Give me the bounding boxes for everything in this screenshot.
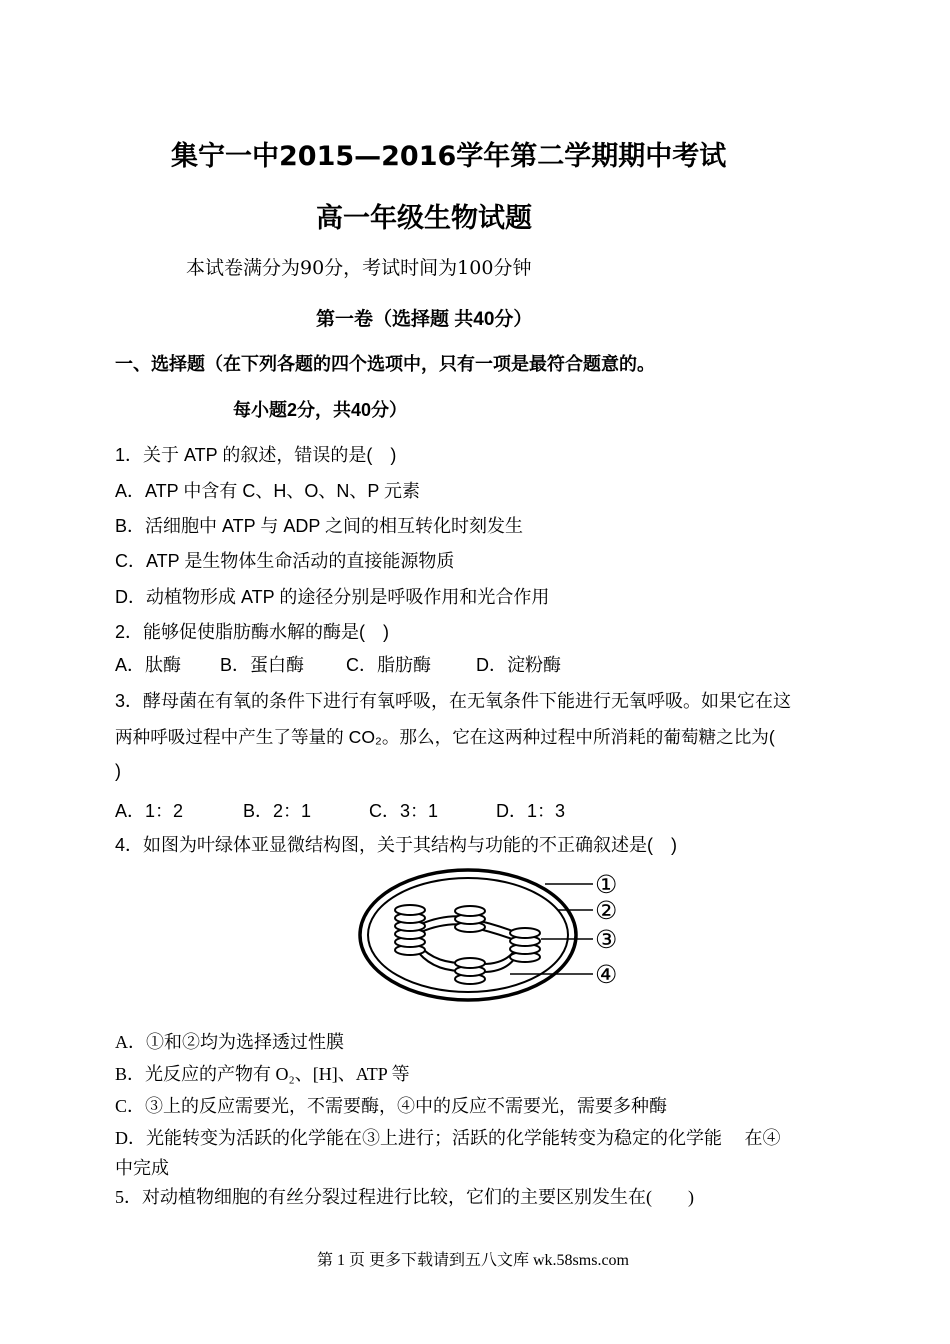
question-3-option-d: D．1：3 <box>496 801 566 821</box>
question-3-stem-cont: 两种呼吸过程中产生了等量的 CO₂。那么，它在这两种过程中所消耗的葡萄糖之比为( <box>115 727 775 747</box>
exam-title: 集宁一中2015—2016学年第二学期期中考试 <box>171 141 727 172</box>
chloroplast-diagram <box>355 862 635 1012</box>
question-3-stem-end: ) <box>115 761 121 781</box>
question-3-stem: 3．酵母菌在有氧的条件下进行有氧呼吸，在无氧条件下能进行无氧呼吸。如果它在这 <box>115 691 792 711</box>
question-1-stem: 1．关于 ATP 的叙述，错误的是( ) <box>115 445 397 465</box>
question-1-option-d: D．动植物形成 ATP 的途径分别是呼吸作用和光合作用 <box>115 587 550 607</box>
question-4-option-b: B．光反应的产物有 O₂、[H]、ATP 等 <box>115 1064 410 1084</box>
granum-right <box>510 928 540 962</box>
exam-info: 本试卷满分为90分，考试时间为100分钟 <box>186 257 532 279</box>
question-2-stem: 2．能够促使脂肪酶水解的酶是( ) <box>115 622 389 642</box>
question-5-stem: 5．对动植物细胞的有丝分裂过程进行比较，它们的主要区别发生在( ) <box>115 1187 694 1207</box>
question-3-option-a: A．1：2 <box>115 801 184 821</box>
figure-label-1: ① <box>595 870 618 899</box>
granum-left <box>395 905 425 955</box>
page-footer: 第 1 页 更多下载请到五八文库 wk.58sms.com <box>317 1252 630 1269</box>
figure-label-3: ③ <box>595 925 618 954</box>
granum-bottom <box>455 958 485 984</box>
exam-subtitle: 高一年级生物试题 <box>316 203 532 234</box>
instructions-score: 每小题2分，共40分） <box>233 400 408 420</box>
section-title: 第一卷（选择题 共40分） <box>316 309 533 330</box>
question-4-option-a: A．①和②均为选择透过性膜 <box>115 1032 344 1052</box>
granum-top <box>455 906 485 932</box>
question-2-option-b: B．蛋白酶 <box>220 655 305 675</box>
question-4-option-c: C．③上的反应需要光，不需要酶，④中的反应不需要光，需要多种酶 <box>115 1096 668 1116</box>
question-2-option-a: A．肽酶 <box>115 655 182 675</box>
question-3-option-c: C．3：1 <box>369 801 439 821</box>
question-2-option-d: D．淀粉酶 <box>476 655 561 675</box>
question-4-option-d-cont: 中完成 <box>115 1158 169 1178</box>
instructions: 一、选择题（在下列各题的四个选项中，只有一项是最符合题意的。 <box>115 354 655 374</box>
figure-label-4: ④ <box>595 960 618 989</box>
question-1-option-c: C．ATP 是生物体生命活动的直接能源物质 <box>115 551 455 571</box>
question-1-option-b: B．活细胞中 ATP 与 ADP 之间的相互转化时刻发生 <box>115 516 524 536</box>
question-1-option-a: A．ATP 中含有 C、H、O、N、P 元素 <box>115 481 421 501</box>
question-3-option-b: B．2：1 <box>243 801 312 821</box>
question-4-stem: 4．如图为叶绿体亚显微结构图，关于其结构与功能的不正确叙述是( ) <box>115 835 677 855</box>
question-2-option-c: C．脂肪酶 <box>346 655 431 675</box>
figure-label-2: ② <box>595 896 618 925</box>
question-4-option-d: D．光能转变为活跃的化学能在③上进行；活跃的化学能转变为稳定的化学能 在④ <box>115 1128 781 1148</box>
